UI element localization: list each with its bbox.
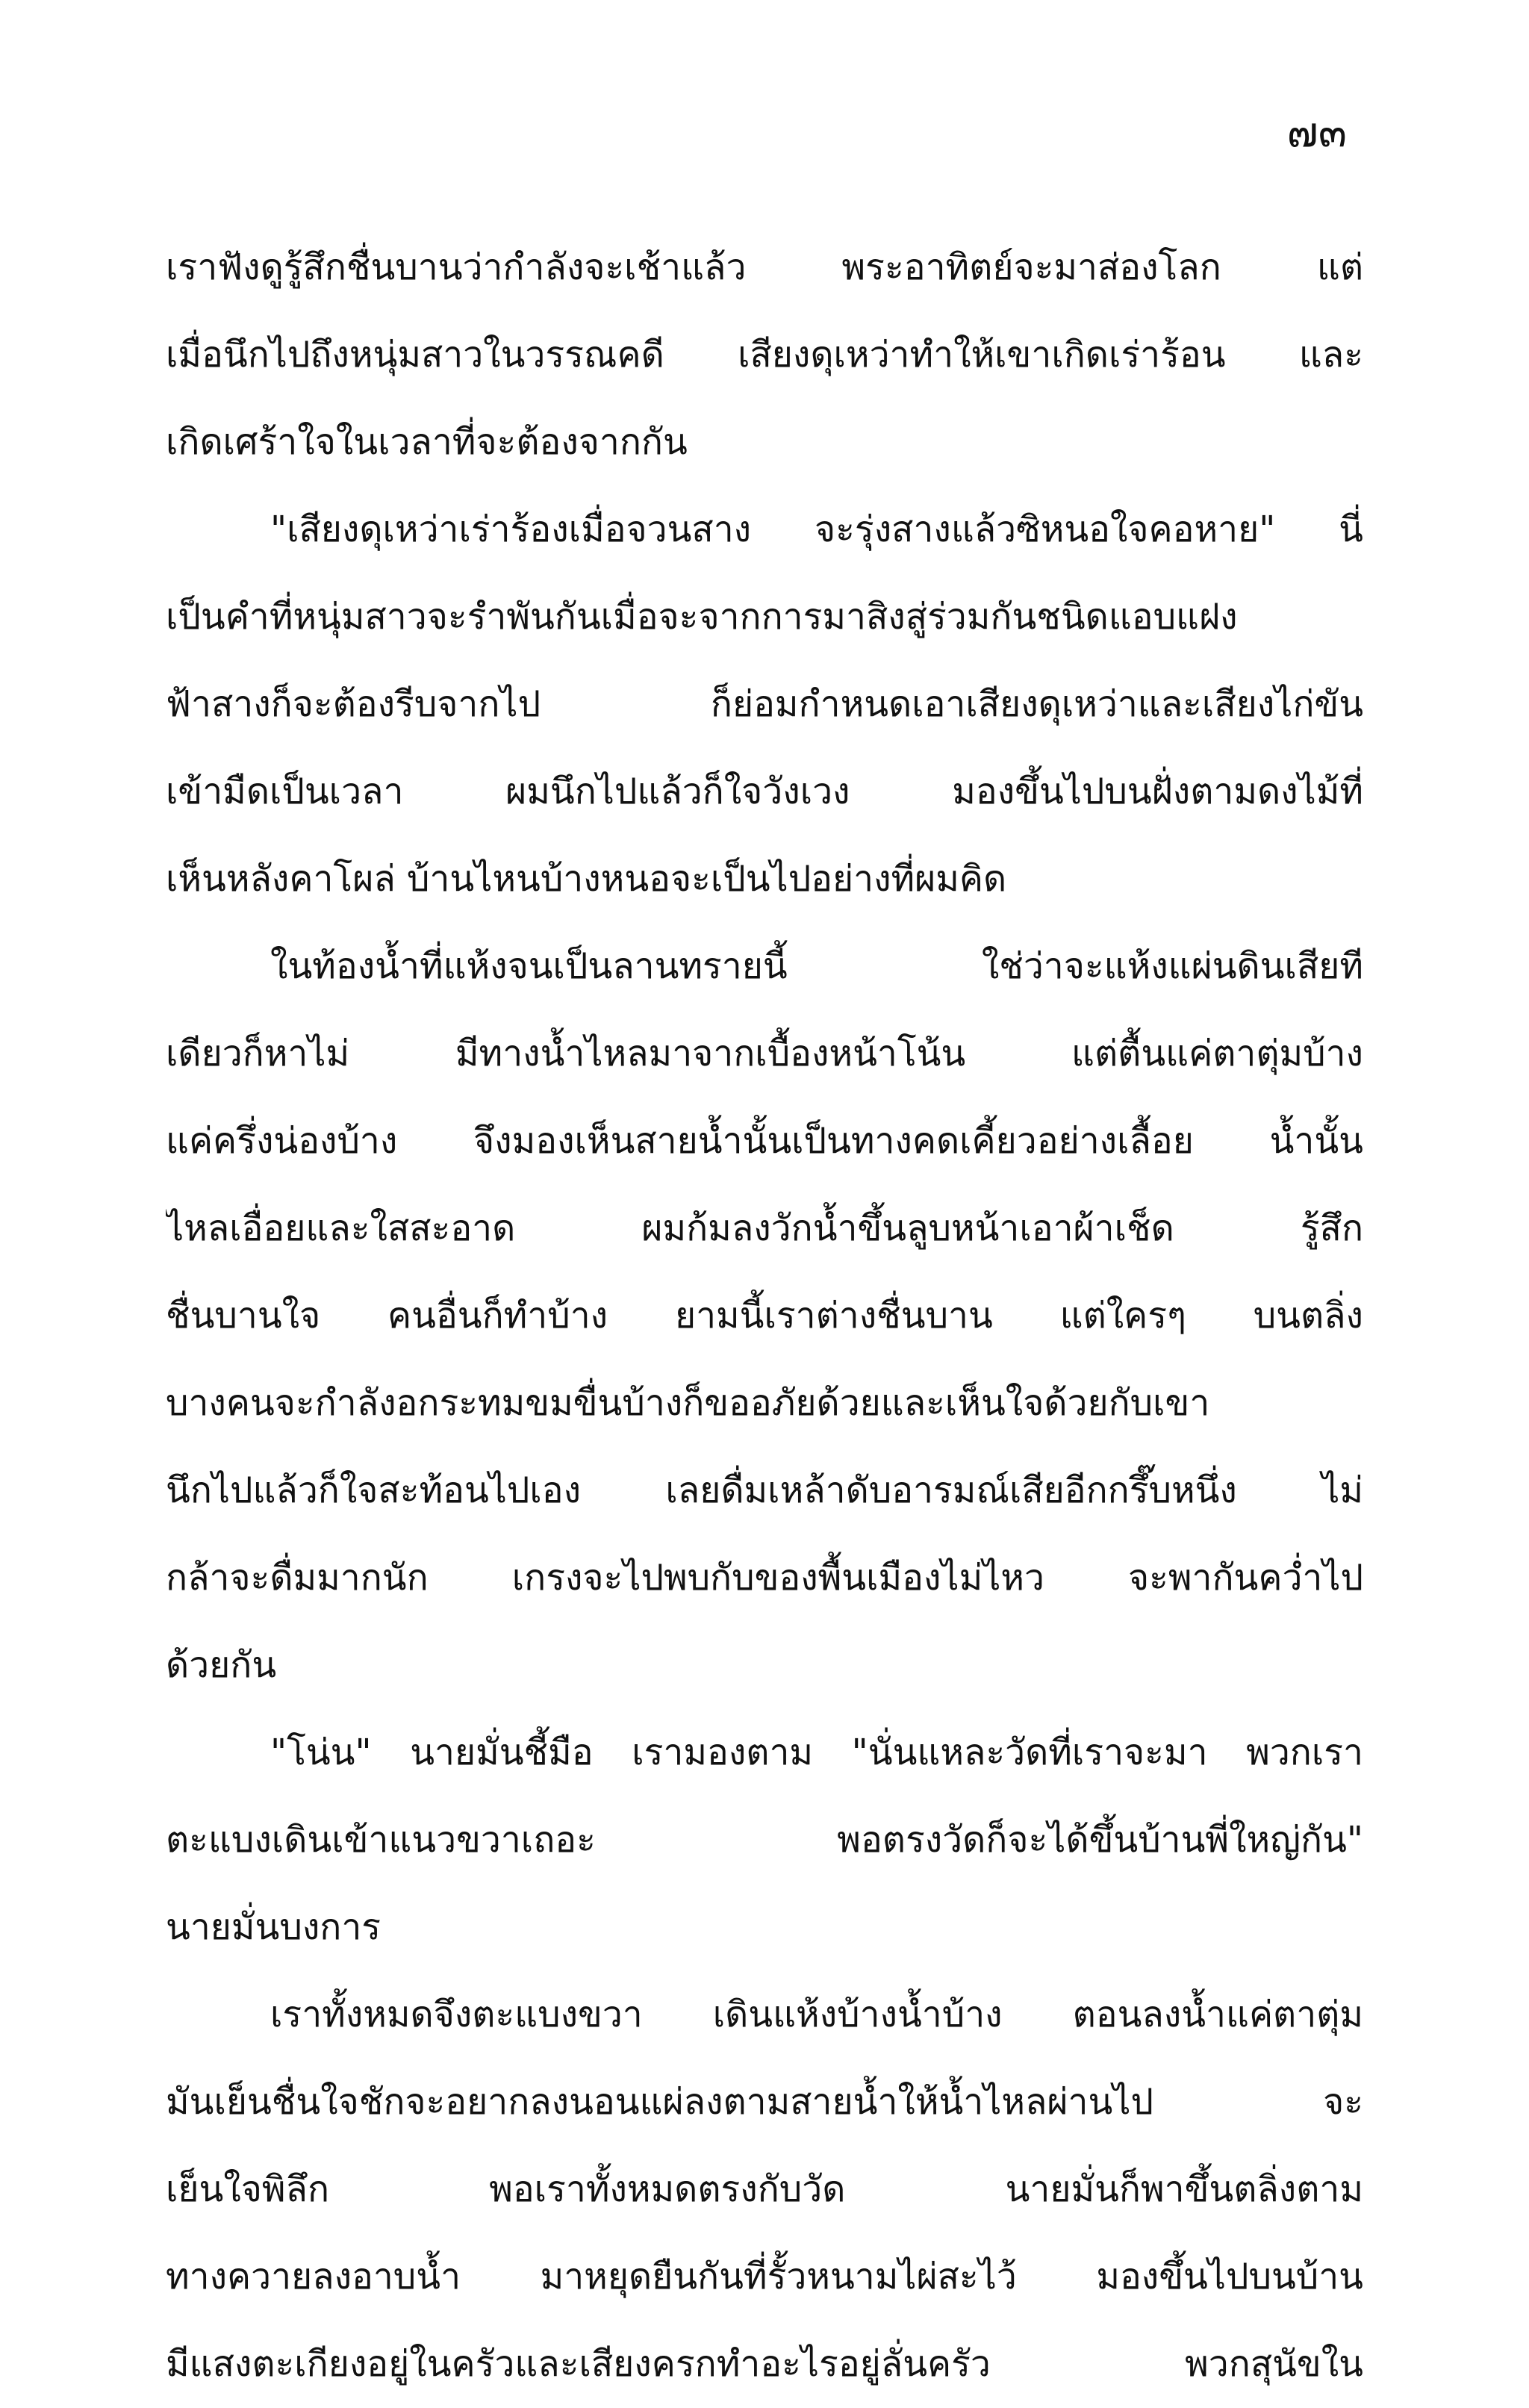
text-line: เห็นหลังคาโผล่ บ้านไหนบ้างหนอจะเป็นไปอย่างที่ผมคิด xyxy=(166,858,1007,900)
text-line: เกิดเศร้าใจในเวลาที่จะต้องจากกัน xyxy=(166,421,688,463)
text-line: เราทั้งหมดจึงตะแบงขวา เดินแห้งบ้างน้ำบ้าง ตอนลงน้ำแค่ตาตุ่ม xyxy=(270,1994,1363,2035)
body-text xyxy=(166,224,1363,2408)
text-line: ไหลเอื่อยและใสสะอาด ผมก้มลงวักน้ำขึ้นลูบหน้าเอาผ้าเช็ด รู้สึก xyxy=(166,1207,1363,1249)
text-line: "เสียงดุเหว่าเร่าร้องเมื่อจวนสาง จะรุ่งสางแล้วซิหนอใจคอหาย" นี่ xyxy=(270,508,1363,550)
text-line: ทางควายลงอาบน้ำ มาหยุดยืนกันที่รั้วหนามไผ่สะไว้ มองขึ้นไปบนบ้าน xyxy=(166,2256,1363,2297)
text-line: ฟ้าสางก็จะต้องรีบจากไป ก็ย่อมกำหนดเอาเสียงดุเหว่าและเสียงไก่ขัน xyxy=(166,683,1363,725)
text-line: บางคนจะกำลังอกระทมขมขื่นบ้างก็ขออภัยด้วยและเห็นใจด้วยกับเขา xyxy=(166,1382,1210,1424)
text-line: เราฟังดูรู้สึกชื่นบานว่ากำลังจะเช้าแล้ว พระอาทิตย์จะมาส่องโลก แต่ xyxy=(166,246,1363,288)
text-line: ตะแบงเดินเข้าแนวขวาเถอะ พอตรงวัดก็จะได้ขึ้นบ้านพี่ใหญ่กัน" xyxy=(166,1819,1363,1861)
text-line: เป็นคำที่หนุ่มสาวจะรำพันกันเมื่อจะจากการมาสิงสู่ร่วมกันชนิดแอบแฝง xyxy=(166,596,1238,638)
text-line: นึกไปแล้วก็ใจสะท้อนไปเอง เลยดื่มเหล้าดับอารมณ์เสียอีกกรึ๊บหนึ่ง ไม่ xyxy=(166,1469,1363,1511)
text-line: แค่ครึ่งน่องบ้าง จึงมองเห็นสายน้ำนั้นเป็นทางคดเคี้ยวอย่างเลื้อย น้ำนั้น xyxy=(166,1120,1363,1162)
text-line: เข้ามืดเป็นเวลา ผมนึกไปแล้วก็ใจวังเวง มองขึ้นไปบนฝั่งตามดงไม้ที่ xyxy=(166,771,1363,812)
text-line: เดียวก็หาไม่ มีทางน้ำไหลมาจากเบื้องหน้าโน้น แต่ตื้นแค่ตาตุ่มบ้าง xyxy=(166,1033,1363,1074)
page-number: ๗๓ xyxy=(1286,108,1347,157)
text-line: ด้วยกัน xyxy=(166,1644,277,1686)
text-line: เมื่อนึกไปถึงหนุ่มสาวในวรรณคดี เสียงดุเหว่าทำให้เขาเกิดเร่าร้อน และ xyxy=(166,334,1363,376)
text-line: เย็นใจพิลึก พอเราทั้งหมดตรงกับวัด นายมั่นก็พาขึ้นตลิ่งตาม xyxy=(166,2168,1363,2210)
text-line: ชื่นบานใจ คนอื่นก็ทำบ้าง ยามนี้เราต่างชื่นบาน แต่ใครๆ บนตลิ่ง xyxy=(166,1295,1363,1337)
text-line: นายมั่นบงการ xyxy=(166,1906,382,1948)
text-line: "โน่น" นายมั่นชี้มือ เรามองตาม "นั่นแหละวัดที่เราจะมา พวกเรา xyxy=(270,1732,1363,1773)
text-line: กล้าจะดื่มมากนัก เกรงจะไปพบกับของพื้นเมืองไม่ไหว จะพากันคว่ำไป xyxy=(166,1557,1363,1599)
text-line: ในท้องน้ำที่แห้งจนเป็นลานทรายนี้ ใช่ว่าจะแห้งแผ่นดินเสียที xyxy=(270,945,1363,987)
text-line: มีแสงตะเกียงอยู่ในครัวและเสียงครกทำอะไรอยู่ลั่นครัว พวกสุนัขใน xyxy=(166,2343,1363,2385)
text-line: มันเย็นชื่นใจชักจะอยากลงนอนแผ่ลงตามสายน้ำให้น้ำไหลผ่านไป จะ xyxy=(166,2081,1363,2123)
